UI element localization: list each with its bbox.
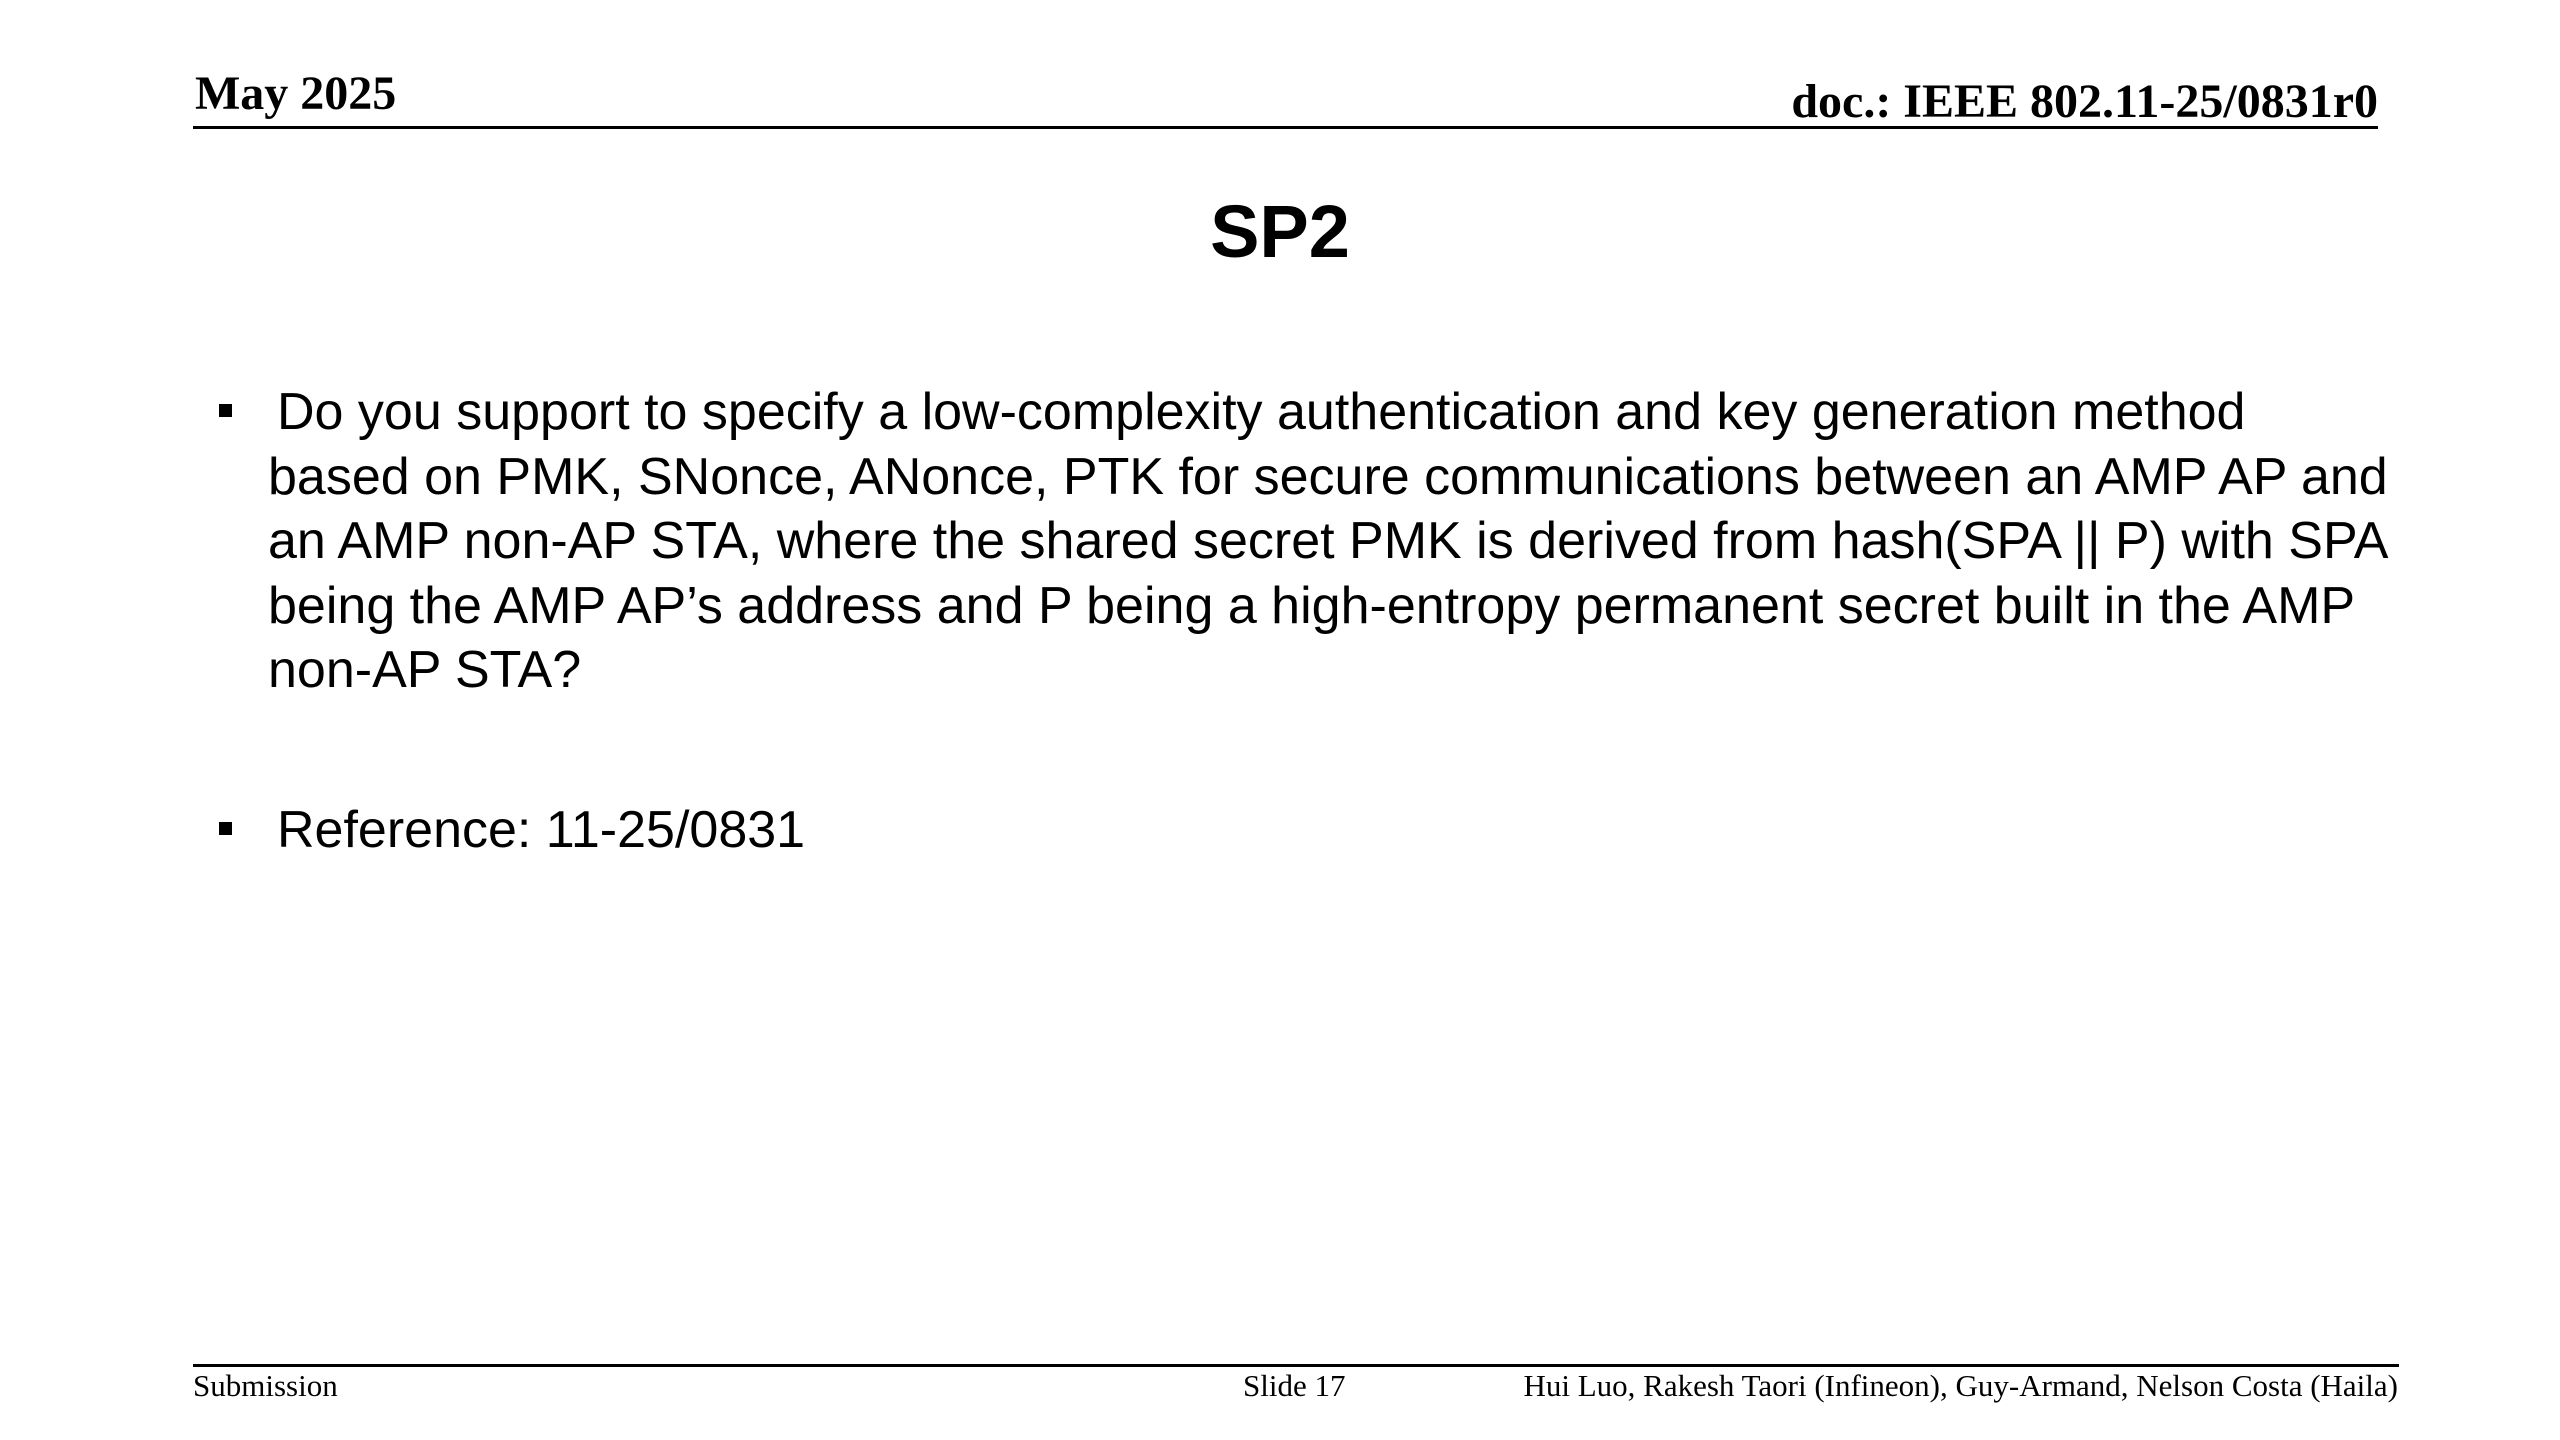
- footer-submission: Submission: [193, 1368, 338, 1403]
- bullet-item-reference: [215, 798, 2395, 863]
- header-doc-id: doc.: IEEE 802.11-25/0831r0: [1791, 75, 2378, 128]
- bullet-list: [215, 380, 2395, 862]
- footer-authors: Hui Luo, Rakesh Taori (Infineon), Guy-Armand, Nelson Costa (Haila): [1523, 1368, 2398, 1403]
- bullet-text-content: Do you support to specify a low-complexity authentication and key generation method based on PMK, SNonce, ANonce, PTK for secure communications between an AMP AP and an AMP non-AP STA, where the shared secret PMK is derived from hash(SPA || P) with SPA being the AMP AP’s address and P being a high-entropy permanent secret built in the AMP non-AP STA?: [268, 383, 2388, 699]
- square-bullet-icon: [219, 404, 232, 417]
- square-bullet-icon: [219, 822, 232, 835]
- bullet-item-question: [215, 380, 2395, 703]
- bullet-text: [268, 380, 2395, 703]
- footer-slide-number: Slide 17: [1243, 1368, 1346, 1403]
- bullet-text-content: Reference: 11-25/0831: [277, 800, 806, 859]
- header-date: May 2025: [195, 67, 397, 120]
- bullet-text: [268, 798, 2395, 863]
- footer-divider: [193, 1364, 2399, 1367]
- header-divider: [193, 126, 2378, 129]
- slide-title: SP2: [1210, 190, 1350, 273]
